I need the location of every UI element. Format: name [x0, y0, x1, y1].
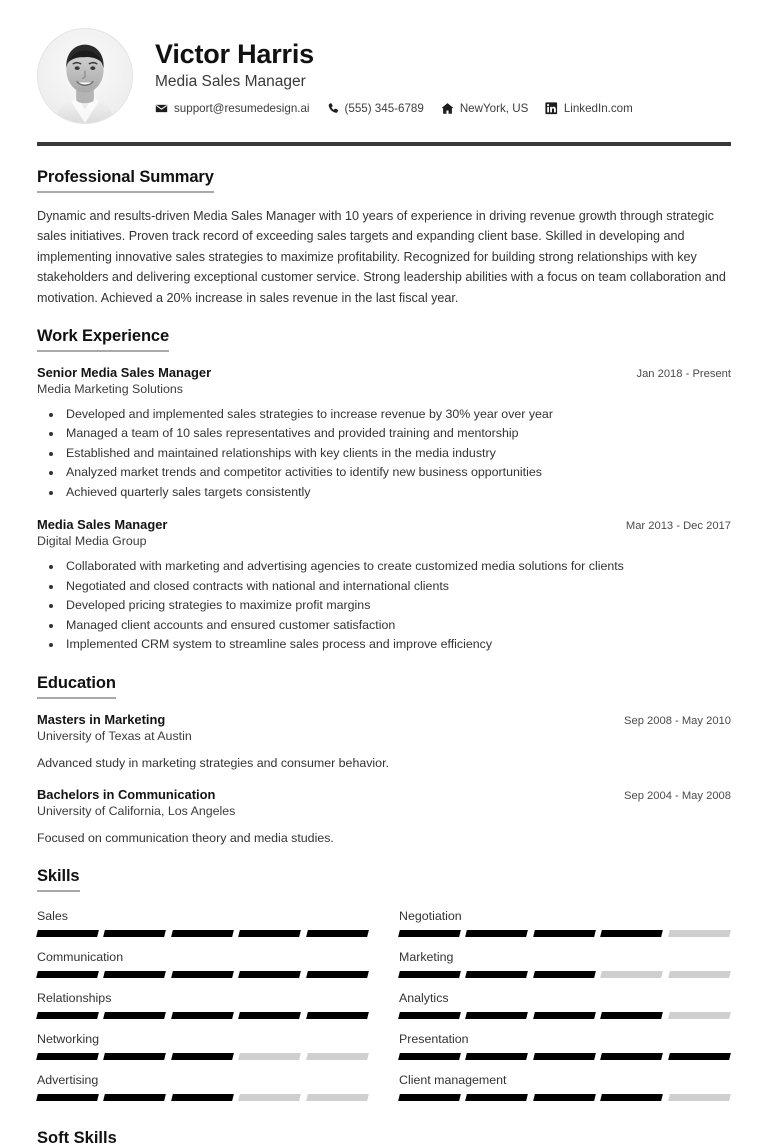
skill-item: [37, 1028, 368, 1069]
education-entry-date: Sep 2008 - May 2010: [624, 714, 731, 727]
skill-segment-empty: [306, 1094, 369, 1101]
skill-segment-filled: [398, 971, 461, 978]
skill-label: Analytics: [399, 990, 449, 1005]
header-text-block: [155, 37, 731, 115]
list-item: • Managed a team of 10 sales representatives and provided training and mentorship: [63, 424, 731, 443]
summary-text: Dynamic and results-driven Media Sales Manager with 10 years of experience in driving revenue growth through strategic sales initiatives. Proven track record of exceeding sales targets and expanding client base. Skilled in developing and implementing innovative sales strategies to maximize profitability. Recognized for building strong relationships with key stakeholders and delivering exceptional customer service. Strong leadership abilities with a focus on team collaboration and motivation. Achieved a 20% increase in sales revenue in the last fiscal year.: [37, 209, 726, 305]
section-title-skills: Skills: [37, 867, 80, 892]
education-entry-title: Masters in Marketing: [37, 711, 166, 727]
work-entry: [37, 365, 731, 502]
contact-location[interactable]: [441, 102, 529, 115]
education-entry-org: University of California, Los Angeles: [37, 804, 236, 819]
education-entry: [37, 712, 731, 773]
work-entry: [37, 517, 731, 654]
list-item: • Managed client accounts and ensured customer satisfaction: [63, 616, 731, 635]
skill-segment-empty: [238, 1094, 301, 1101]
skill-segment-filled: [171, 1012, 234, 1019]
skill-segment-filled: [533, 930, 596, 937]
education-entry-desc: Focused on communication theory and media studies.: [37, 831, 334, 846]
resume-header: [37, 28, 731, 138]
skill-rating-bar: [37, 930, 368, 937]
skill-segment-filled: [171, 971, 234, 978]
skill-segment-filled: [466, 1053, 529, 1060]
skill-rating-bar: [37, 1094, 368, 1101]
skill-segment-filled: [466, 1094, 529, 1101]
contact-phone-text: (555) 345-6789: [344, 102, 424, 116]
skill-label: Sales: [37, 908, 68, 923]
section-title-soft-skills: Soft Skills: [37, 1128, 117, 1147]
skill-segment-filled: [306, 930, 369, 937]
skill-label: Client management: [399, 1072, 507, 1087]
skill-label: Networking: [37, 1031, 99, 1046]
skill-label: Marketing: [399, 949, 454, 964]
skill-segment-empty: [668, 930, 731, 937]
skill-segment-empty: [668, 971, 731, 978]
skill-item: [37, 1069, 368, 1110]
work-entry-date: Mar 2013 - Dec 2017: [625, 520, 731, 533]
skill-item: [37, 987, 368, 1028]
contact-email-text: support@resumedesign.ai: [174, 102, 310, 116]
job-title: Media Sales Manager: [155, 73, 306, 91]
skill-item: [399, 1028, 730, 1069]
skill-segment-filled: [36, 1053, 99, 1060]
skill-segment-filled: [238, 930, 301, 937]
education-entry: [37, 787, 731, 848]
list-item: • Collaborated with marketing and advertising agencies to create customized media solutions for clients: [63, 557, 731, 576]
skill-rating-bar: [399, 971, 730, 978]
skill-item: [399, 987, 730, 1028]
header-divider: [37, 142, 731, 146]
skill-segment-filled: [533, 1012, 596, 1019]
skill-rating-bar: [399, 1012, 730, 1019]
skill-segment-filled: [398, 1053, 461, 1060]
education-entry-title: Bachelors in Communication: [37, 787, 216, 803]
skill-rating-bar: [399, 1053, 730, 1060]
skill-segment-filled: [600, 1094, 663, 1101]
skill-segment-filled: [533, 1053, 596, 1060]
work-entry-bullets: [37, 405, 731, 502]
avatar: [37, 28, 133, 124]
work-entry-title: Senior Media Sales Manager: [37, 364, 212, 380]
skill-segment-filled: [104, 971, 167, 978]
skill-segment-filled: [398, 930, 461, 937]
contact-row: [155, 102, 731, 115]
skill-rating-bar: [399, 1094, 730, 1101]
skill-segment-filled: [600, 1053, 663, 1060]
envelope-icon: [155, 102, 168, 115]
skill-segment-filled: [36, 1094, 99, 1101]
skill-item: [37, 905, 368, 946]
page-title: Victor Harris: [155, 38, 314, 69]
skill-segment-filled: [238, 971, 301, 978]
section-education: [37, 674, 731, 848]
skill-segment-filled: [398, 1012, 461, 1019]
skill-segment-filled: [104, 1053, 167, 1060]
section-work-experience: [37, 327, 731, 655]
skill-segment-filled: [466, 971, 529, 978]
work-entry-title: Media Sales Manager: [37, 517, 168, 533]
skill-rating-bar: [399, 930, 730, 937]
skill-segment-filled: [398, 1094, 461, 1101]
section-title-work: Work Experience: [37, 327, 169, 352]
skill-segment-filled: [171, 1094, 234, 1101]
skill-segment-filled: [600, 1012, 663, 1019]
skill-segment-filled: [306, 971, 369, 978]
contact-phone[interactable]: [327, 102, 424, 115]
skill-segment-filled: [533, 971, 596, 978]
education-entry-date: Sep 2004 - May 2008: [624, 790, 731, 803]
skill-segment-filled: [466, 930, 529, 937]
skill-segment-filled: [306, 1012, 369, 1019]
list-item: • Established and maintained relationships with key clients in the media industry: [63, 444, 731, 463]
contact-location-text: NewYork, US: [459, 102, 529, 116]
skill-segment-filled: [238, 1012, 301, 1019]
work-entry-org: Media Marketing Solutions: [37, 381, 184, 396]
contact-linkedin-text: LinkedIn.com: [563, 102, 633, 116]
skill-segment-empty: [668, 1012, 731, 1019]
list-item: • Achieved quarterly sales targets consistently: [63, 483, 731, 502]
skill-item: [399, 905, 730, 946]
skill-segment-filled: [104, 1012, 167, 1019]
skill-segment-empty: [238, 1053, 301, 1060]
list-item: • Developed and implemented sales strategies to increase revenue by 30% year over year: [63, 405, 731, 424]
contact-email[interactable]: [155, 102, 310, 115]
skill-segment-filled: [171, 930, 234, 937]
skill-label: Presentation: [399, 1031, 469, 1046]
profile-photo-icon: [38, 29, 132, 123]
skill-segment-filled: [36, 930, 99, 937]
skill-label: Negotiation: [399, 908, 462, 923]
work-entry-date: Jan 2018 - Present: [636, 367, 731, 380]
home-icon: [441, 102, 454, 115]
section-title-summary: Professional Summary: [37, 168, 214, 193]
skill-segment-filled: [533, 1094, 596, 1101]
skill-item: [37, 946, 368, 987]
phone-icon: [327, 102, 339, 115]
skill-segment-empty: [600, 971, 663, 978]
skill-segment-filled: [36, 971, 99, 978]
section-title-education: Education: [37, 674, 116, 699]
work-entry-org: Digital Media Group: [37, 534, 147, 549]
skill-item: [399, 946, 730, 987]
list-item: • Implemented CRM system to streamline sales process and improve efficiency: [63, 635, 731, 654]
skill-rating-bar: [37, 971, 368, 978]
skill-segment-filled: [104, 1094, 167, 1101]
skill-segment-filled: [171, 1053, 234, 1060]
section-skills: [37, 867, 731, 1110]
skill-label: Advertising: [37, 1072, 99, 1087]
skill-segment-empty: [668, 1094, 731, 1101]
skill-segment-filled: [466, 1012, 529, 1019]
section-professional-summary: [37, 168, 731, 308]
skill-segment-filled: [600, 930, 663, 937]
skill-segment-filled: [104, 930, 167, 937]
skill-label: Relationships: [37, 990, 112, 1005]
linkedin-icon: [545, 102, 558, 115]
list-item: • Developed pricing strategies to maximize profit margins: [63, 596, 731, 615]
work-entry-bullets: [37, 557, 731, 654]
skill-rating-bar: [37, 1053, 368, 1060]
skill-segment-filled: [36, 1012, 99, 1019]
education-entry-desc: Advanced study in marketing strategies and consumer behavior.: [37, 755, 389, 770]
contact-linkedin[interactable]: [545, 102, 632, 115]
skill-rating-bar: [37, 1012, 368, 1019]
list-item: • Negotiated and closed contracts with national and international clients: [63, 577, 731, 596]
skill-segment-filled: [668, 1053, 731, 1060]
skill-segment-empty: [306, 1053, 369, 1060]
skill-item: [399, 1069, 730, 1110]
list-item: • Analyzed market trends and competitor activities to identify new business opportunities: [63, 463, 731, 482]
education-entry-org: University of Texas at Austin: [37, 728, 192, 743]
skills-grid: [37, 905, 731, 1110]
skill-label: Communication: [37, 949, 124, 964]
